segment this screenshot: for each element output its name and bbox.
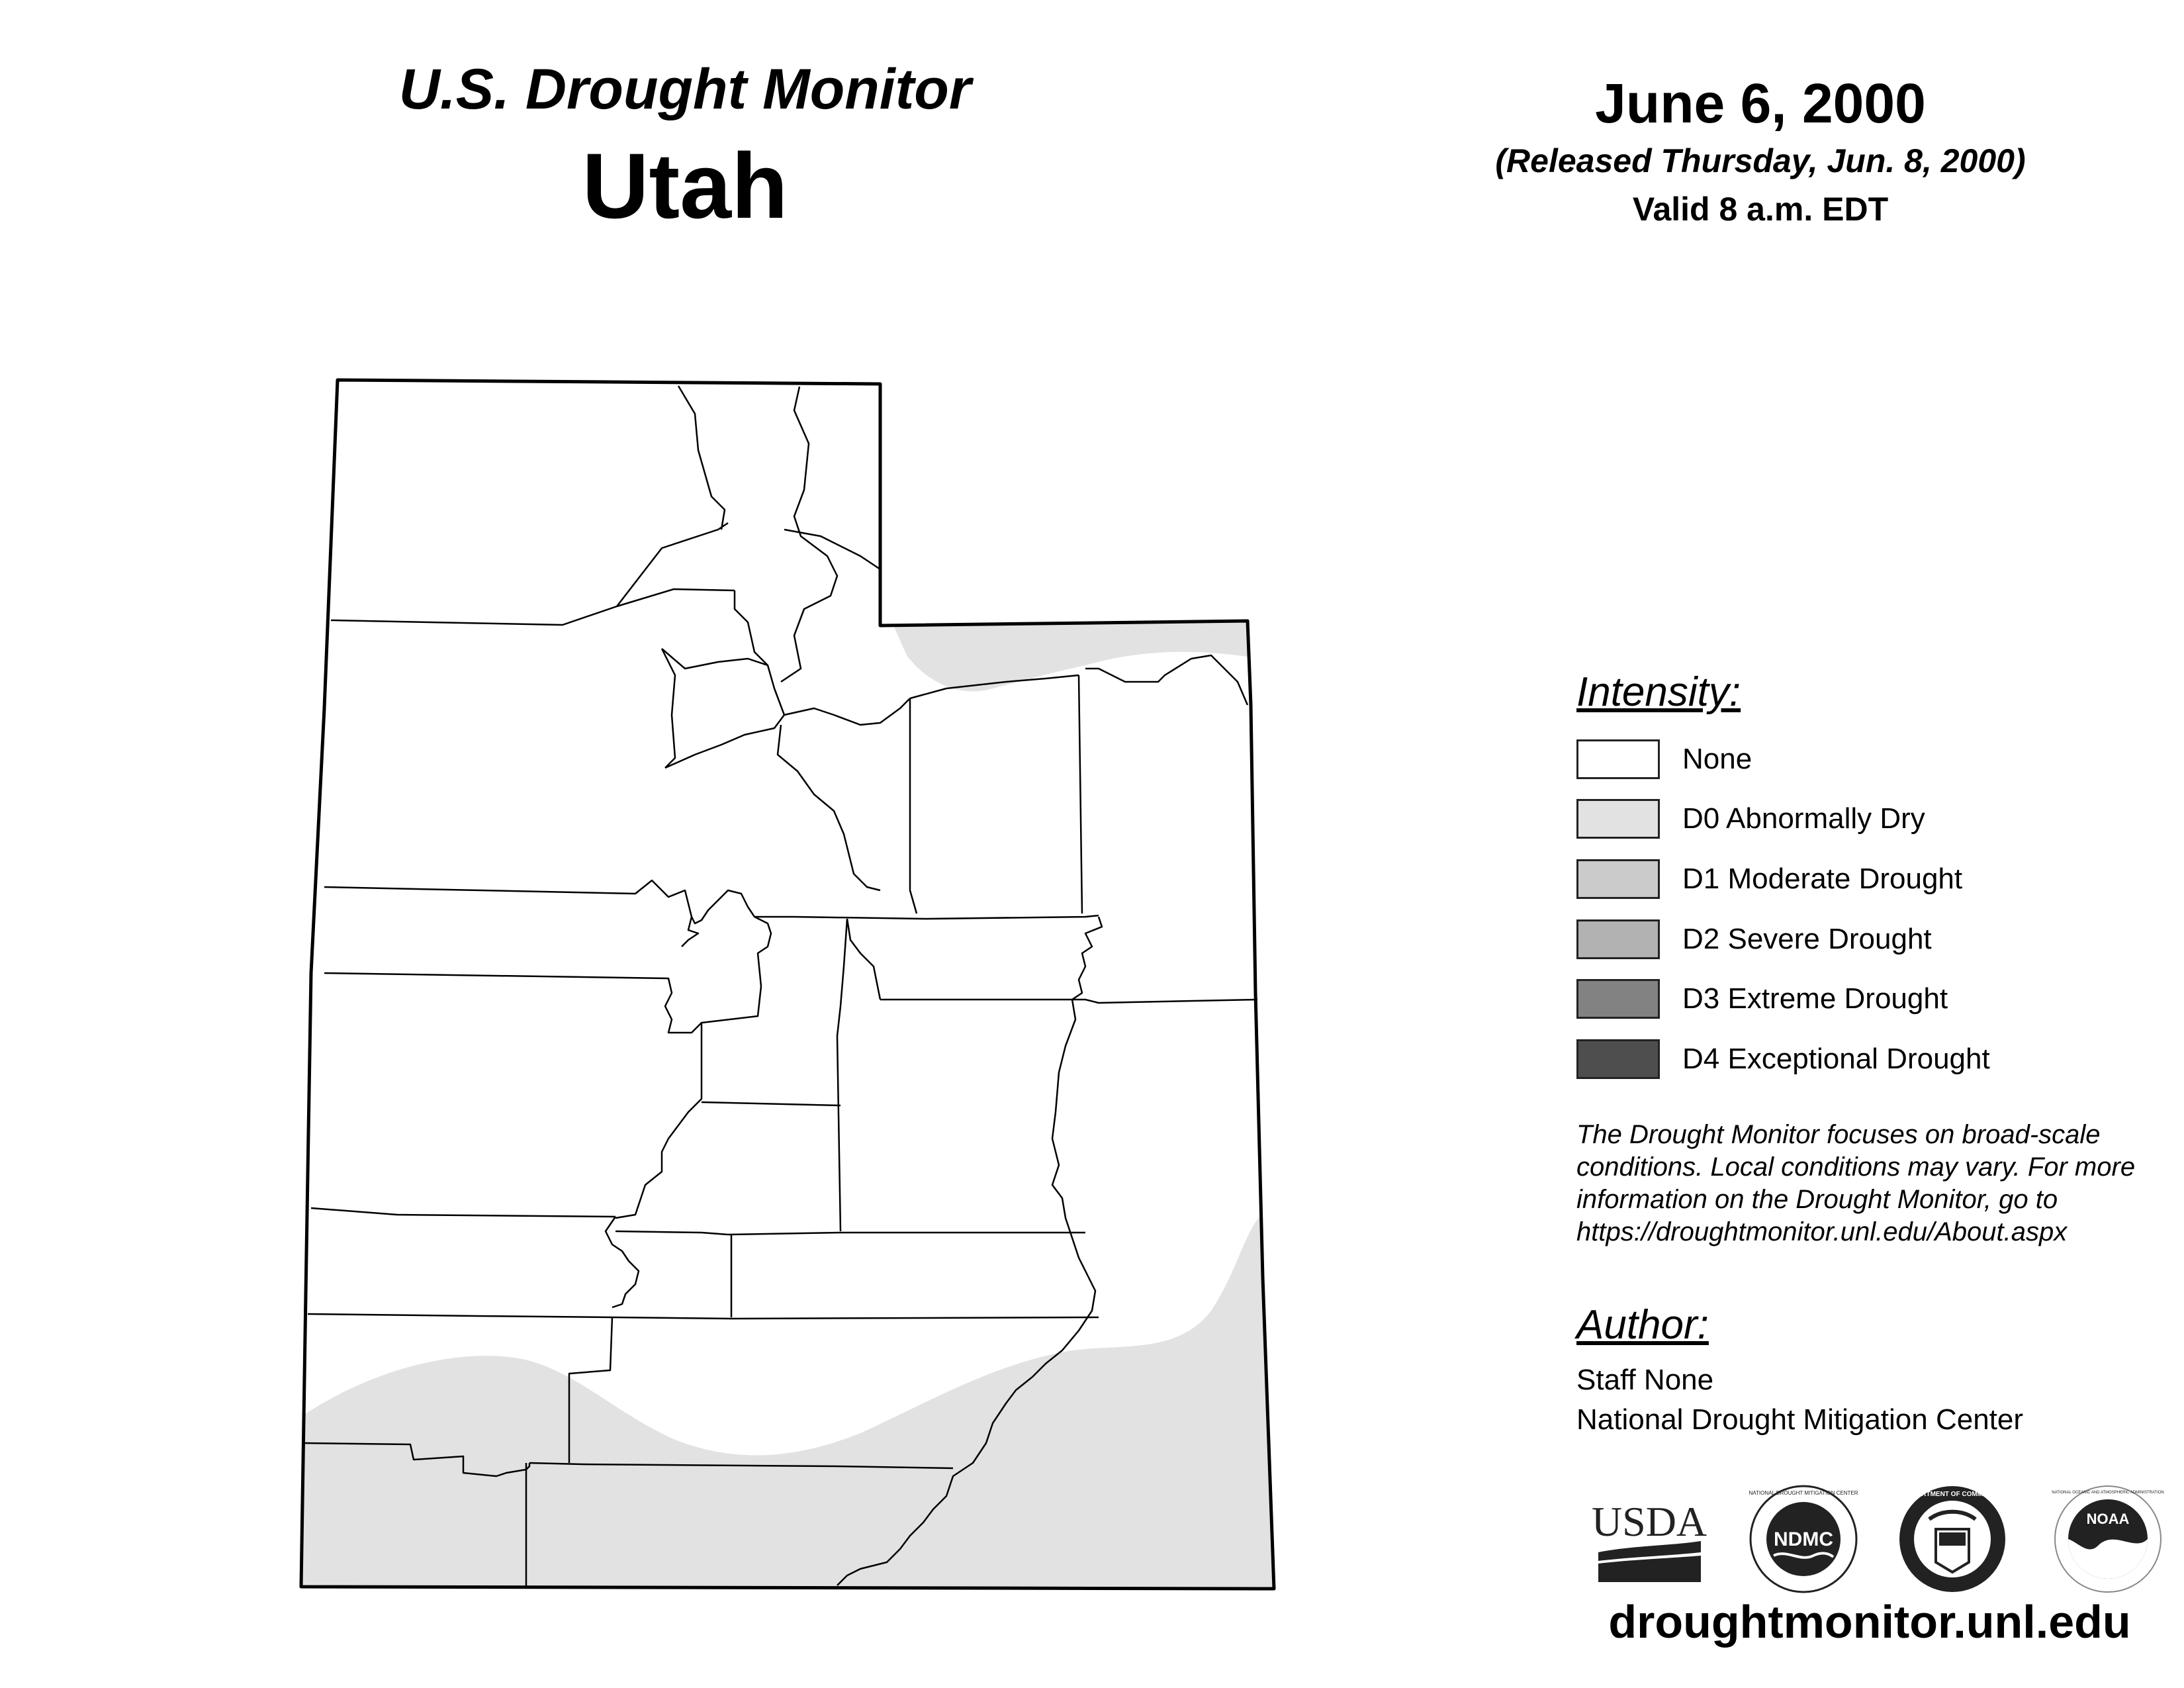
legend-swatch — [1576, 739, 1660, 779]
map-date: June 6, 2000 — [1595, 72, 1926, 134]
legend-swatch — [1576, 799, 1660, 839]
legend-item-d2 — [1576, 918, 1932, 961]
usda-logo-text: USDA — [1592, 1498, 1707, 1545]
legend-swatch — [1576, 1039, 1660, 1079]
usda-logo — [1592, 1483, 1707, 1595]
legend-swatch — [1576, 859, 1660, 899]
legend-swatch — [1576, 919, 1660, 959]
legend-item-none — [1576, 738, 1752, 780]
legend-heading: Intensity: — [1576, 669, 1741, 715]
disclaimer-text: The Drought Monitor focuses on broad-scale conditions. Local conditions may vary. For more information on the Drought Monitor, go to https://droughtmonitor.unl.edu/About.aspx — [1576, 1120, 2136, 1246]
ndmc-ring-text: NATIONAL DROUGHT MITIGATION CENTER — [1749, 1490, 1858, 1496]
commerce-ring-text: DEPARTMENT OF COMMERCE — [1903, 1491, 2001, 1498]
map-title: U.S. Drought Monitor — [398, 58, 972, 121]
state-name: Utah — [582, 134, 788, 238]
legend-item-d3 — [1576, 978, 1948, 1020]
legend-item-d0 — [1576, 798, 1925, 840]
ndmc-logo-text: NDMC — [1774, 1528, 1833, 1550]
legend-item-d4 — [1576, 1038, 1990, 1080]
noaa-logo — [2052, 1483, 2164, 1595]
legend-label: D3 Extreme Drought — [1682, 982, 1948, 1015]
legend-label: D1 Moderate Drought — [1682, 863, 1963, 895]
noaa-logo-text: NOAA — [2086, 1511, 2130, 1527]
ndmc-logo — [1747, 1483, 1860, 1595]
legend-swatch — [1576, 979, 1660, 1019]
legend-label: D2 Severe Drought — [1682, 923, 1932, 955]
legend-item-d1 — [1576, 858, 1962, 900]
author-organization: National Drought Mitigation Center — [1576, 1403, 2024, 1436]
author-heading: Author: — [1576, 1302, 1709, 1348]
commerce-logo — [1896, 1483, 2009, 1595]
valid-time: Valid 8 a.m. EDT — [1632, 191, 1889, 228]
legend-label: None — [1682, 743, 1752, 775]
release-date: (Released Thursday, Jun. 8, 2000) — [1495, 142, 2026, 179]
legend-label: D0 Abnormally Dry — [1682, 802, 1925, 835]
legend-label: D4 Exceptional Drought — [1682, 1043, 1990, 1075]
author-name: Staff None — [1576, 1364, 1714, 1396]
noaa-ring-text: NATIONAL OCEANIC AND ATMOSPHERIC ADMINISTRATION — [2052, 1491, 2164, 1495]
website-url[interactable]: droughtmonitor.unl.edu — [1608, 1596, 2131, 1648]
